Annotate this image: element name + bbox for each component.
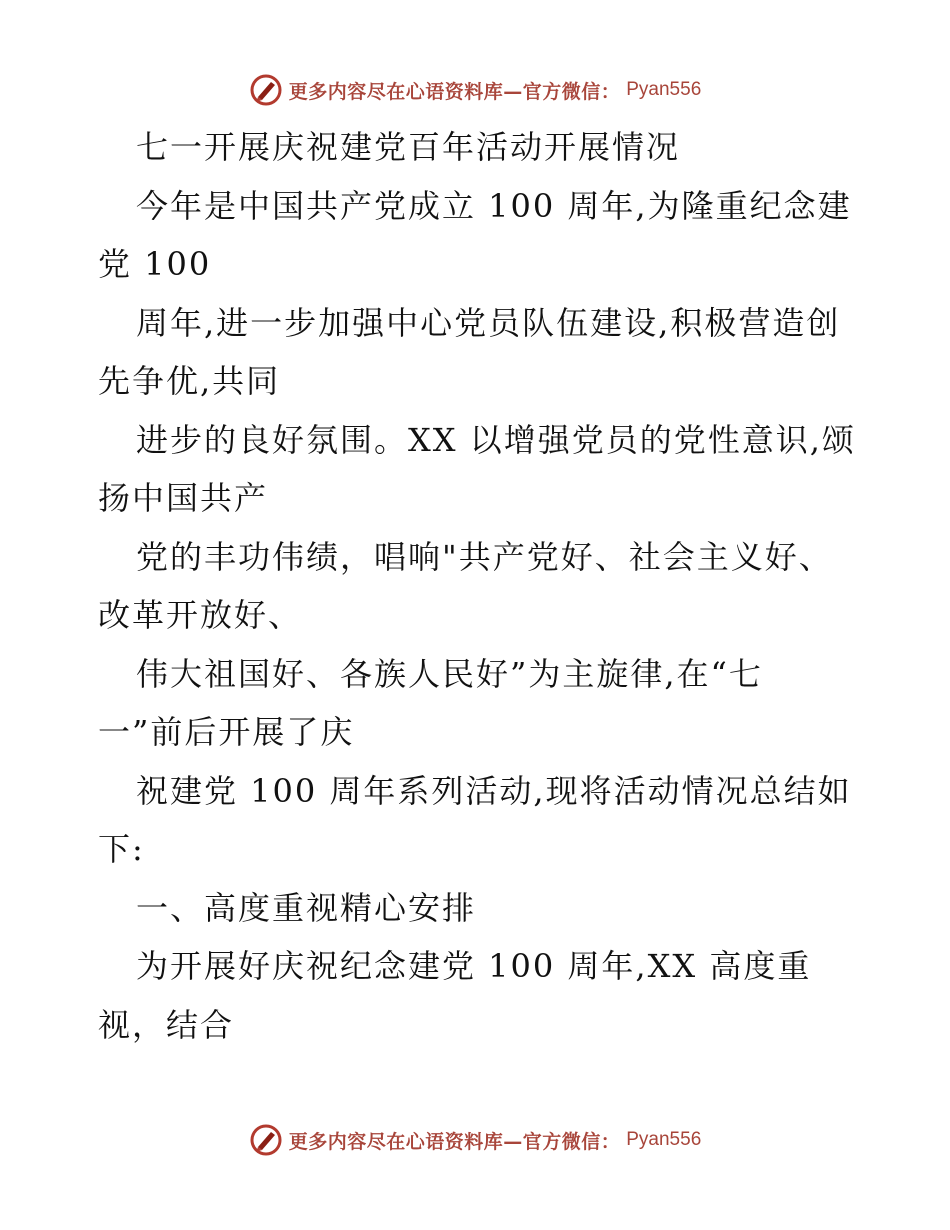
footer-watermark — [0, 1120, 950, 1160]
text-line: 伟大祖国好、各族人民好”为主旋律,在“七 — [136, 654, 763, 693]
text-line: 今年是中国共产党成立 100 周年,为隆重纪念建 — [136, 186, 852, 225]
text-line: 党的丰功伟绩，唱响"共产党好、社会主义好、 — [136, 537, 833, 576]
watermark-id: Pyan556 — [626, 1129, 702, 1150]
watermark-text: 更多内容尽在心语资料库—官方微信： — [288, 80, 621, 103]
text-line: 视，结合 — [98, 1005, 235, 1044]
red-pen-circle-logo — [249, 1123, 283, 1157]
watermark-id: Pyan556 — [626, 79, 702, 100]
document-body — [98, 118, 858, 1054]
text-line: 进步的良好氛围。XX 以增强党员的党性意识,颂 — [136, 420, 856, 459]
section-heading: 一、高度重视精心安排 — [136, 888, 477, 927]
text-line: 先争优,共同 — [98, 362, 281, 400]
text-line: 周年,进一步加强中心党员队伍建设,积极营造创 — [136, 303, 841, 342]
red-pen-circle-logo — [249, 73, 283, 107]
text-line: 改革开放好、 — [98, 596, 303, 634]
text-line: 下: — [98, 830, 145, 868]
document-title: 七一开展庆祝建党百年活动开展情况 — [136, 128, 681, 166]
text-line: 祝建党 100 周年系列活动,现将活动情况总结如 — [136, 771, 852, 810]
text-line: 为开展好庆祝纪念建党 100 周年,XX 高度重 — [136, 947, 812, 985]
text-line: 扬中国共产 — [98, 479, 269, 517]
header-watermark — [0, 70, 950, 110]
text-line: 党 100 — [98, 245, 212, 283]
text-line: 一”前后开展了庆 — [98, 713, 355, 751]
watermark-text: 更多内容尽在心语资料库—官方微信： — [288, 1130, 621, 1153]
